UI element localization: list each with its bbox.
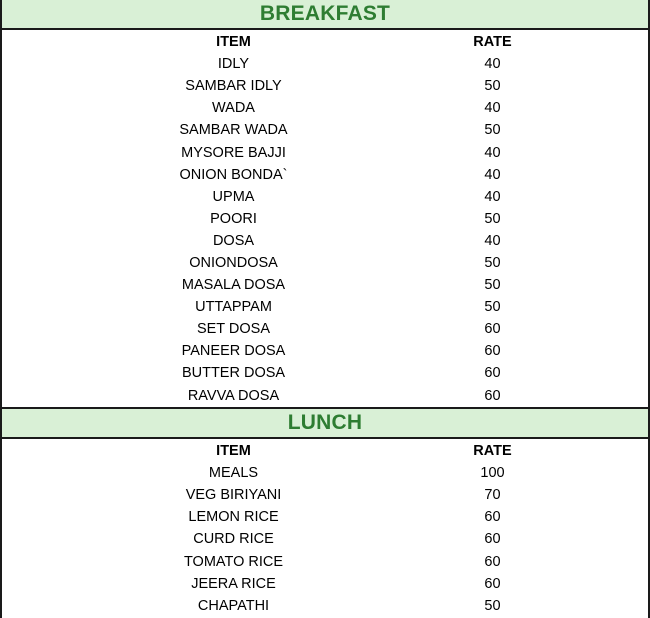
item-name: LEMON RICE bbox=[188, 509, 279, 526]
breakfast-rate-column-header: RATE bbox=[473, 34, 512, 51]
item-rate: 40 bbox=[484, 144, 501, 161]
table-row bbox=[2, 573, 648, 595]
item-name: IDLY bbox=[217, 56, 250, 73]
breakfast-rows bbox=[2, 53, 648, 407]
item-rate: 40 bbox=[484, 100, 501, 117]
table-row bbox=[2, 296, 648, 318]
item-rate: 50 bbox=[484, 254, 501, 271]
item-name: CHAPATHI bbox=[197, 598, 270, 614]
breakfast-title: BREAKFAST bbox=[259, 2, 391, 25]
item-name: VEG BIRIYANI bbox=[185, 487, 282, 504]
item-rate: 60 bbox=[484, 553, 501, 570]
item-rate: 40 bbox=[484, 188, 501, 205]
item-name: RAVVA DOSA bbox=[187, 387, 280, 404]
table-row bbox=[2, 252, 648, 274]
item-rate: 100 bbox=[480, 464, 505, 481]
item-name: BUTTER DOSA bbox=[181, 365, 286, 382]
item-name: SAMBAR IDLY bbox=[185, 78, 282, 95]
item-rate: 40 bbox=[484, 166, 501, 183]
item-rate: 60 bbox=[484, 531, 501, 548]
item-rate: 50 bbox=[484, 598, 501, 614]
item-rate: 60 bbox=[484, 575, 501, 592]
item-name: POORI bbox=[210, 210, 257, 227]
item-rate: 60 bbox=[484, 343, 501, 360]
table-row bbox=[2, 53, 648, 75]
table-row bbox=[2, 274, 648, 296]
table-row bbox=[2, 318, 648, 340]
table-row bbox=[2, 484, 648, 506]
item-name: SET DOSA bbox=[196, 321, 271, 338]
breakfast-header bbox=[2, 0, 648, 30]
item-name: CURD RICE bbox=[193, 531, 274, 548]
item-rate: 60 bbox=[484, 321, 501, 338]
item-name: ONIONDOSA bbox=[189, 254, 278, 271]
item-rate: 60 bbox=[484, 387, 501, 404]
table-row bbox=[2, 119, 648, 141]
item-rate: 50 bbox=[484, 277, 501, 294]
table-row bbox=[2, 340, 648, 362]
table-row bbox=[2, 385, 648, 407]
item-name: TOMATO RICE bbox=[183, 553, 284, 570]
item-name: WADA bbox=[212, 100, 255, 117]
table-row bbox=[2, 551, 648, 573]
item-name: PANEER DOSA bbox=[181, 343, 286, 360]
lunch-rows bbox=[2, 462, 648, 617]
table-row bbox=[2, 528, 648, 550]
breakfast-column-headers bbox=[2, 31, 648, 53]
lunch-item-column-header: ITEM bbox=[216, 442, 251, 459]
table-row bbox=[2, 230, 648, 252]
table-row bbox=[2, 506, 648, 528]
lunch-column-headers bbox=[2, 440, 648, 462]
item-name: DOSA bbox=[212, 232, 255, 249]
item-rate: 50 bbox=[484, 299, 501, 316]
item-name: MASALA DOSA bbox=[181, 277, 286, 294]
item-name: MEALS bbox=[208, 464, 259, 481]
item-rate: 40 bbox=[484, 56, 501, 73]
breakfast-item-column-header: ITEM bbox=[216, 34, 251, 51]
lunch-title: LUNCH bbox=[287, 410, 363, 434]
table-row bbox=[2, 362, 648, 384]
item-rate: 50 bbox=[484, 122, 501, 139]
lunch-table bbox=[2, 439, 648, 618]
item-rate: 40 bbox=[484, 232, 501, 249]
table-row bbox=[2, 141, 648, 163]
item-name: UPMA bbox=[212, 188, 255, 205]
table-row bbox=[2, 75, 648, 97]
table-row bbox=[2, 97, 648, 119]
item-name: UTTAPPAM bbox=[195, 299, 272, 316]
table-row bbox=[2, 186, 648, 208]
table-row bbox=[2, 208, 648, 230]
lunch-rate-column-header: RATE bbox=[473, 442, 512, 459]
lunch-header bbox=[2, 407, 648, 439]
table-row bbox=[2, 595, 648, 617]
table-row bbox=[2, 164, 648, 186]
item-name: SAMBAR WADA bbox=[179, 122, 288, 139]
item-name: ONION BONDA` bbox=[179, 166, 288, 183]
item-rate: 70 bbox=[484, 487, 501, 504]
item-rate: 60 bbox=[484, 365, 501, 382]
breakfast-table bbox=[2, 30, 648, 407]
item-rate: 60 bbox=[484, 509, 501, 526]
table-row bbox=[2, 462, 648, 484]
item-rate: 50 bbox=[484, 210, 501, 227]
item-rate: 50 bbox=[484, 78, 501, 95]
item-name: JEERA RICE bbox=[191, 575, 276, 592]
item-name: MYSORE BAJJI bbox=[181, 144, 286, 161]
